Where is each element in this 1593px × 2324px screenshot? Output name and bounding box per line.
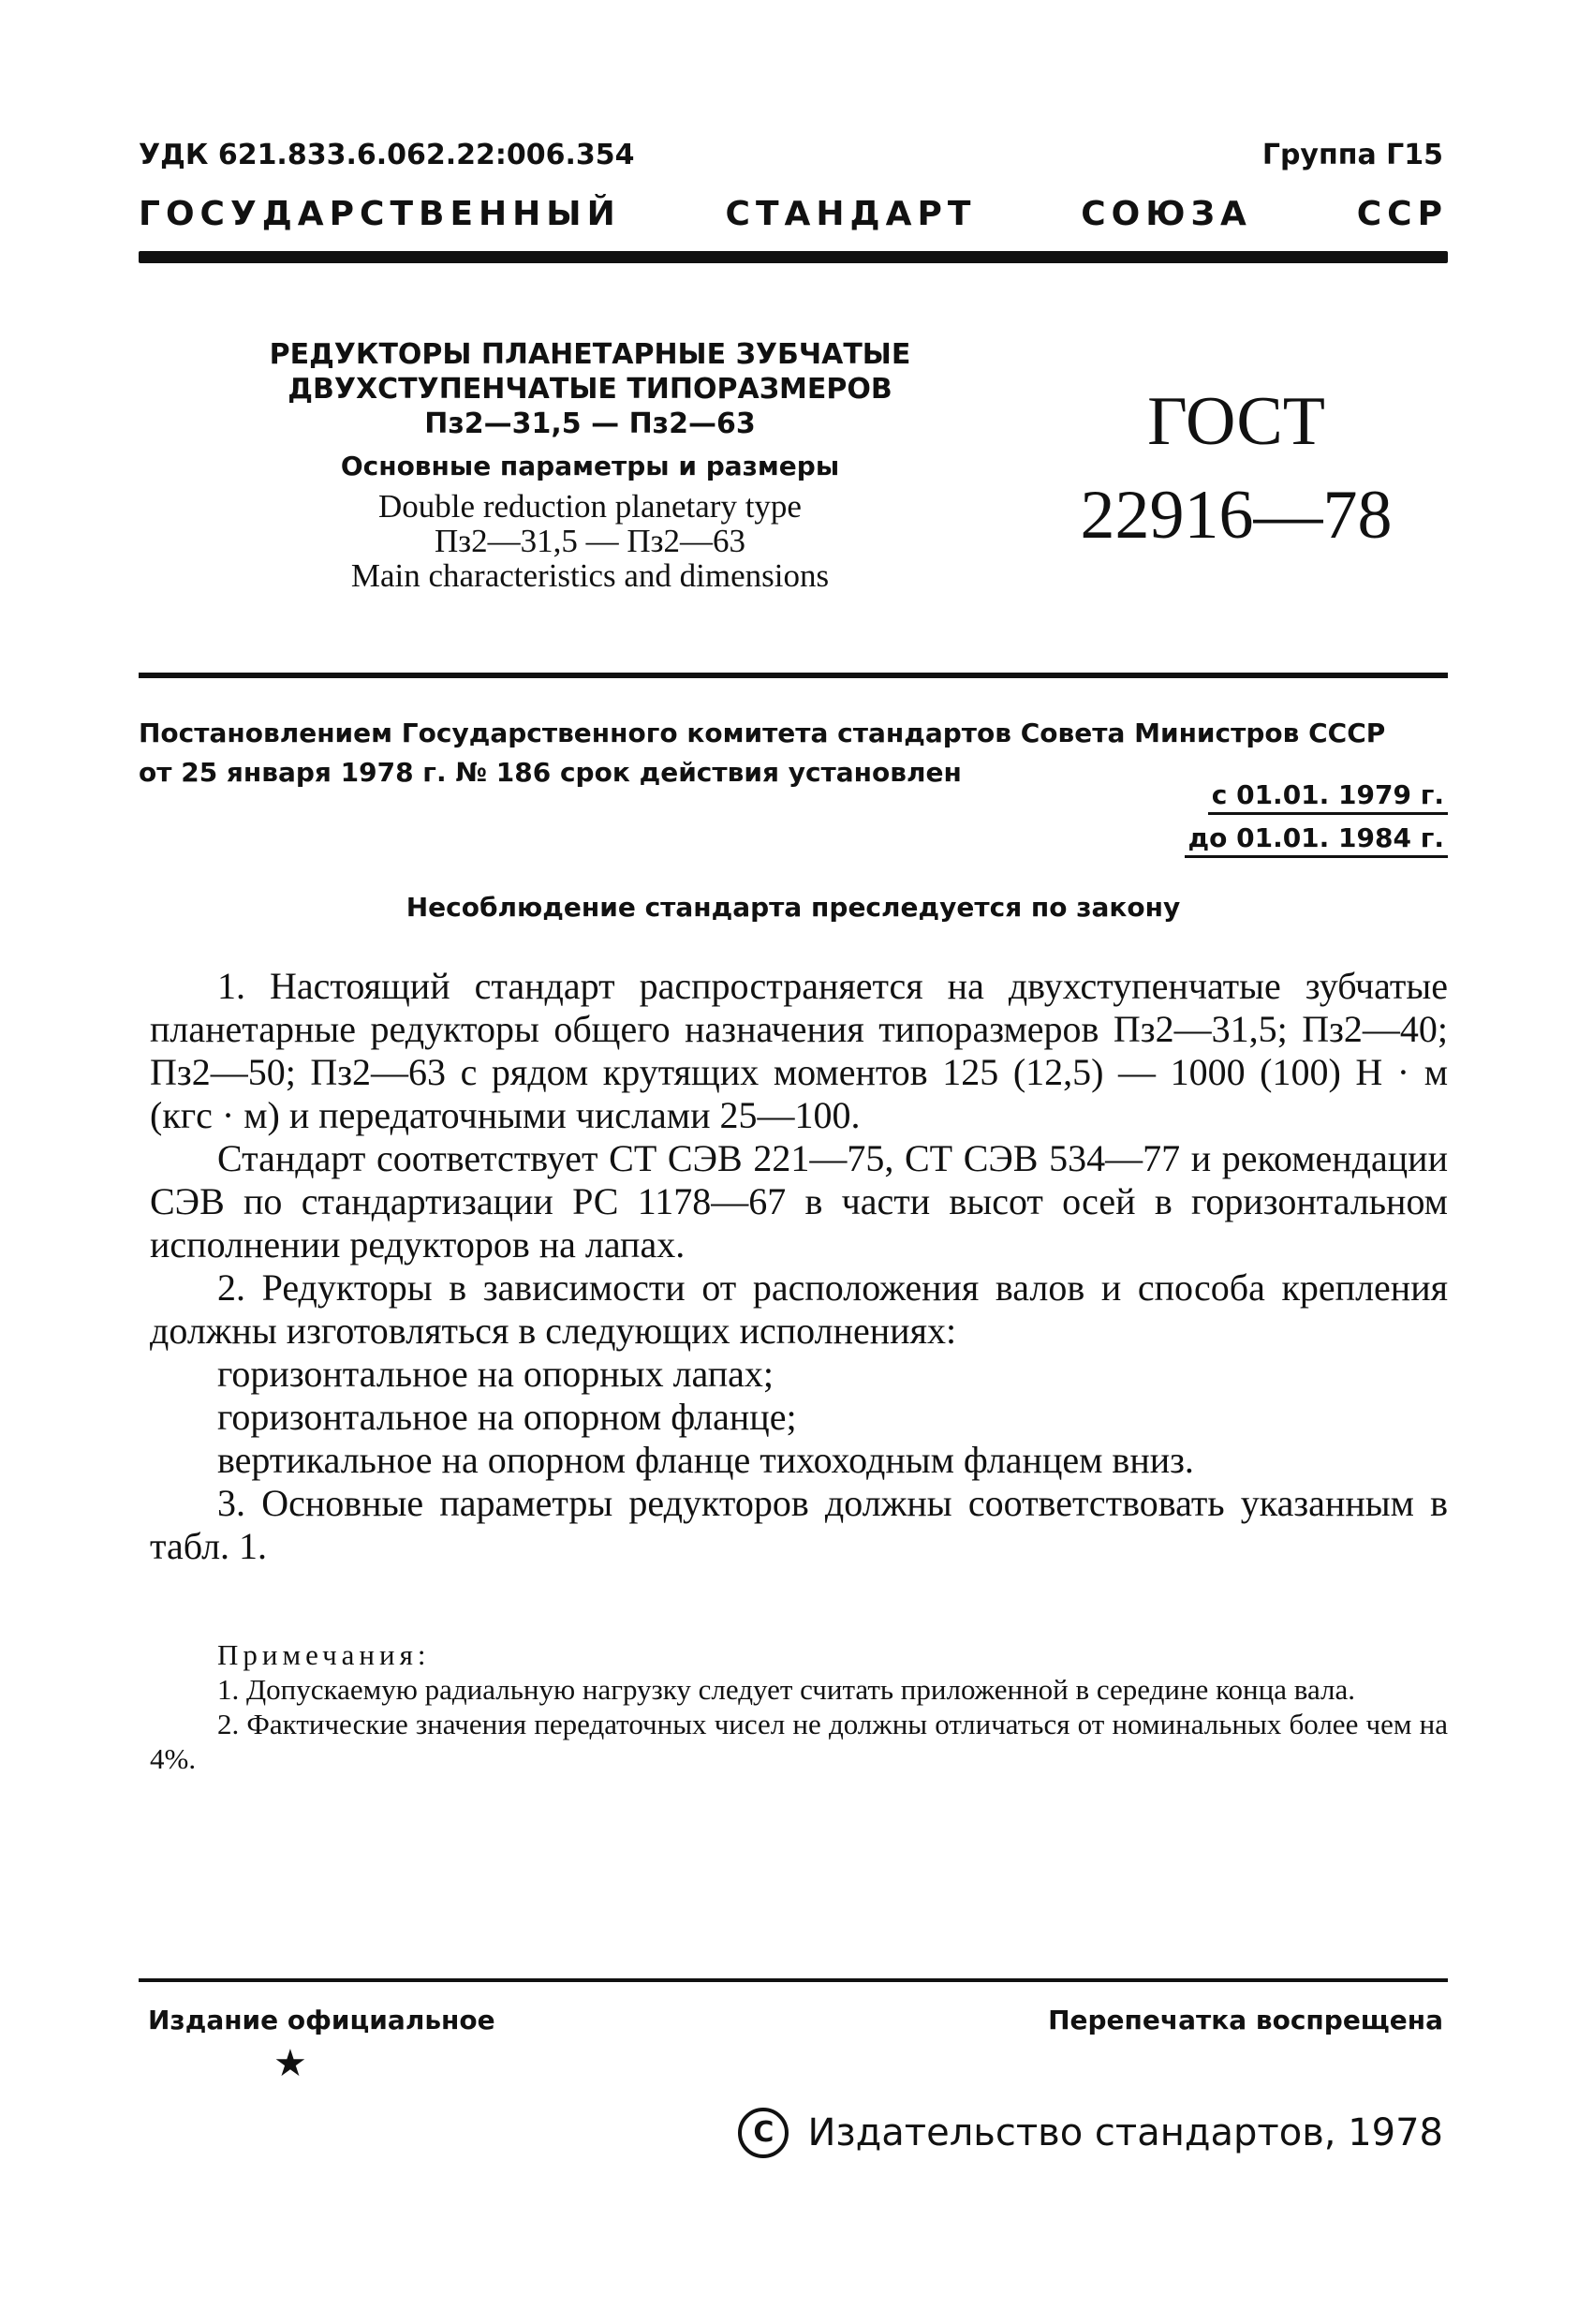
subtitle-ru: Основные параметры и размеры bbox=[340, 451, 840, 481]
publisher-line bbox=[738, 2108, 1443, 2158]
title-block bbox=[253, 337, 927, 593]
paragraph: 1. Настоящий стандарт распространяется на двухступенчатые зубчатые планетарные редукторы общего назначения типоразмеров Пз2—31,5; Пз2—40; Пз2—50; Пз2—63 с рядом крутящих моментов 125 (12,5) — 1000 (100) Н · м (кгс · м) и передаточными числами 25—100. bbox=[150, 965, 1448, 1136]
title-en-line: Double reduction planetary type bbox=[378, 488, 802, 525]
paragraph: Стандарт соответствует СТ СЭВ 221—75, СТ СЭВ 534—77 и рекомендации СЭВ по стандартизации РС 1178—67 в части высот осей в горизонтальном исполнении редукторов на лапах. bbox=[150, 1137, 1448, 1266]
legal-warning: Несоблюдение стандарта преследуется по закону bbox=[406, 892, 1181, 923]
title-en-line: Main characteristics and dimensions bbox=[350, 557, 830, 594]
banner-word: СТАНДАРТ bbox=[725, 195, 977, 233]
body-text bbox=[150, 965, 1448, 1568]
official-edition-label: Издание официальное bbox=[148, 2005, 495, 2035]
gost-designation bbox=[1077, 375, 1395, 562]
gost-number: 22916—78 bbox=[1080, 477, 1393, 554]
banner-word: ССР bbox=[1356, 195, 1448, 233]
gost-label: ГОСТ bbox=[1147, 383, 1325, 460]
note-item: 2. Фактические значения передаточных чисел не должны отличаться от номинальных более чем на 4%. bbox=[150, 1708, 1448, 1775]
state-standard-banner bbox=[139, 195, 1448, 233]
notes-header: Примечания: bbox=[217, 1638, 431, 1671]
paragraph: 2. Редукторы в зависимости от расположения валов и способа крепления должны изготовляться в следующих исполнениях: bbox=[150, 1266, 1448, 1352]
title-ru-line: РЕДУКТОРЫ ПЛАНЕТАРНЫЕ ЗУБЧАТЫЕ bbox=[269, 338, 911, 371]
title-en-line: Пз2—31,5 — Пз2—63 bbox=[435, 523, 745, 559]
bottom-rule bbox=[139, 1978, 1448, 1982]
udk-code: УДК 621.833.6.062.22:006.354 bbox=[139, 139, 635, 171]
title-ru-line: ДВУХСТУПЕНЧАТЫЕ ТИПОРАЗМЕРОВ bbox=[288, 373, 892, 406]
banner-word: ГОСУДАРСТВЕННЫЙ bbox=[139, 195, 621, 233]
publisher-name: Издательство стандартов, 1978 bbox=[807, 2111, 1443, 2154]
middle-rule bbox=[139, 673, 1448, 678]
validity-date-from: с 01.01. 1979 г. bbox=[1208, 779, 1448, 815]
star-icon: ★ bbox=[273, 2042, 307, 2085]
list-item: вертикальное на опорном фланце тихоходным фланцем вниз. bbox=[217, 1439, 1194, 1481]
list-item: горизонтальное на опорных лапах; bbox=[217, 1353, 774, 1395]
decree-line: от 25 января 1978 г. № 186 срок действия установлен bbox=[139, 757, 962, 788]
notes bbox=[150, 1637, 1448, 1776]
decree-line: Постановлением Государственного комитета стандартов Совета Министров СССР bbox=[139, 718, 1386, 748]
paragraph: 3. Основные параметры редукторов должны соответствовать указанным в табл. 1. bbox=[150, 1482, 1448, 1567]
validity-date-to: до 01.01. 1984 г. bbox=[1185, 822, 1449, 858]
title-en bbox=[253, 489, 927, 593]
banner-word: СОЮЗА bbox=[1081, 195, 1252, 233]
copyright-icon: C bbox=[738, 2108, 789, 2158]
reprint-prohibited-label: Перепечатка воспрещена bbox=[1048, 2005, 1443, 2035]
list-item: горизонтальное на опорном фланце; bbox=[217, 1396, 797, 1438]
top-rule bbox=[139, 251, 1448, 263]
note-item: 1. Допускаемую радиальную нагрузку следует считать приложенной в середине конца вала. bbox=[217, 1673, 1355, 1706]
group-code: Группа Г15 bbox=[1261, 139, 1443, 171]
title-ru-line: Пз2—31,5 — Пз2—63 bbox=[424, 407, 756, 440]
